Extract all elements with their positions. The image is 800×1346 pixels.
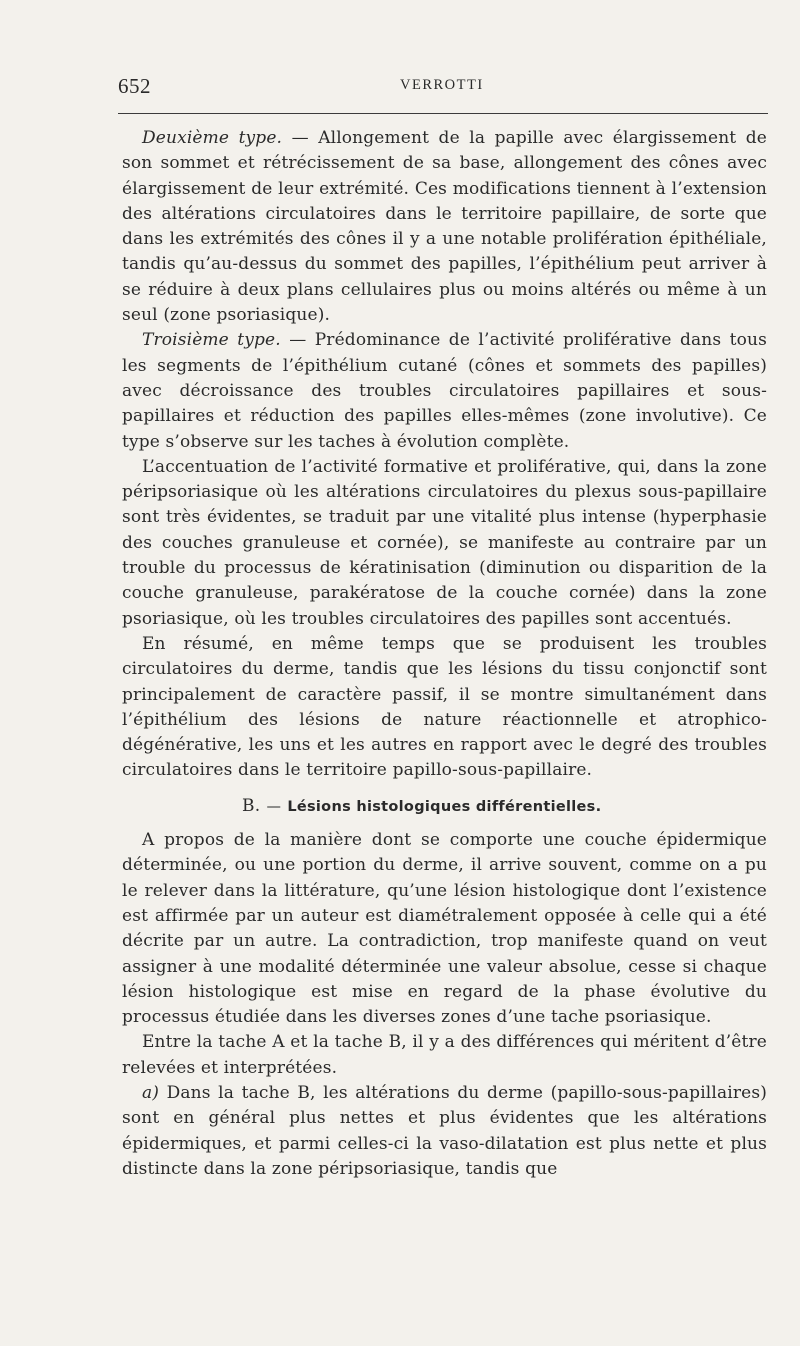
paragraph-text: Dans la tache B, les altérations du derme (papillo-sous-papillaires) sont en général plus nettes et plus évidentes que les altérations épidermiques, et parmi celles-ci la vaso-dilatation est plus nette et plus distincte dans la zone péripsoriasique, tandis que — [122, 1082, 767, 1179]
section-title: Lésions histologiques différentielles. — [287, 798, 602, 815]
paragraph-entre-taches — [122, 1030, 767, 1081]
paragraph-lead: a) — [142, 1082, 160, 1103]
paragraph-text: — Allongement de la papille avec élargissement de son sommet et rétrécissement de sa base, allongement des cônes avec élargissement de leur extrémité. Ces modifications tiennent à l’extension des altérations circulatoires dans le territoire papillaire, de sorte que dans les extrémités des cônes il y a une notable prolifération épithéliale, tandis qu’au-dessus du sommet des papilles, l’épithélium peut arriver à se réduire à deux plans cellulaires plus ou moins altérés ou même à un seul (zone psoriasique). — [122, 128, 767, 326]
paragraph-text: A propos de la manière dont se comporte une couche épidermique déterminée, ou une portion du derme, il arrive souvent, comme on a pu le relever dans la littérature, qu’une lésion histologique dont l’existence est affirmée par un auteur est diamétralement opposée à celle qui a été décrite par un autre. La contradiction, trop manifeste quand on veut assigner à une modalité déterminée une valeur absolue, cesse si chaque lésion histologique est mise en regard de la phase évolutive du processus étudiée dans les diverses zones d’une tache psoriasique. — [122, 830, 767, 1028]
paragraph-lead: Troisième type. — [142, 330, 281, 351]
paragraph-troisieme-type — [122, 328, 767, 454]
header-rule — [118, 113, 768, 114]
page-number: 652 — [118, 74, 151, 98]
paragraph-a — [122, 1081, 767, 1182]
paragraph-text: L’accentuation de l’activité formative et proliférative, qui, dans la zone péripsoriasique où les altérations circulatoires du plexus sous-papillaire sont très évidentes, se traduit par une vitalité plus intense (hyperphasie des couches granuleuse et cornée), se manifeste au contraire par un trouble du processus de kératinisation (diminution ou disparition de la couche granuleuse, parakératose de la couche cornée) dans la zone psoriasique, où les troubles circulatoires des papilles sont accentués. — [122, 456, 767, 629]
body-text — [122, 126, 767, 1182]
section-dash: — — [266, 798, 282, 815]
paragraph-deuxieme-type — [122, 126, 767, 328]
paragraph-accentuation — [122, 455, 767, 632]
paragraph-text: Entre la tache A et la tache B, il y a des différences qui méritent d’être relevées et interprétées. — [122, 1032, 767, 1078]
section-letter: B. — [242, 795, 261, 816]
paragraph-text: — Prédominance de l’activité proliférative dans tous les segments de l’épithélium cutané (cônes et sommets des papilles) avec décroissance des troubles circulatoires papillaires et sous-papillaires et réduction des papilles elles-mêmes (zone involutive). Ce type s’observe sur les taches à évolution complète. — [122, 330, 767, 452]
running-head: VERROTTI — [400, 77, 484, 93]
section-heading — [122, 794, 767, 820]
paragraph-a-propos — [122, 828, 767, 1030]
paragraph-lead: Deuxième type. — [142, 128, 283, 148]
paragraph-resume — [122, 632, 767, 784]
paragraph-text: En résumé, en même temps que se produisent les troubles circulatoires du derme, tandis que les lésions du tissu conjonctif sont principalement de caractère passif, il se montre simultanément dans l’épithélium des lésions de nature réactionnelle et atrophico-dégénérative, les uns et les autres en rapport avec le degré des troubles circulatoires dans le territoire papillo-sous-papillaire. — [122, 633, 767, 781]
page-header — [118, 74, 768, 100]
